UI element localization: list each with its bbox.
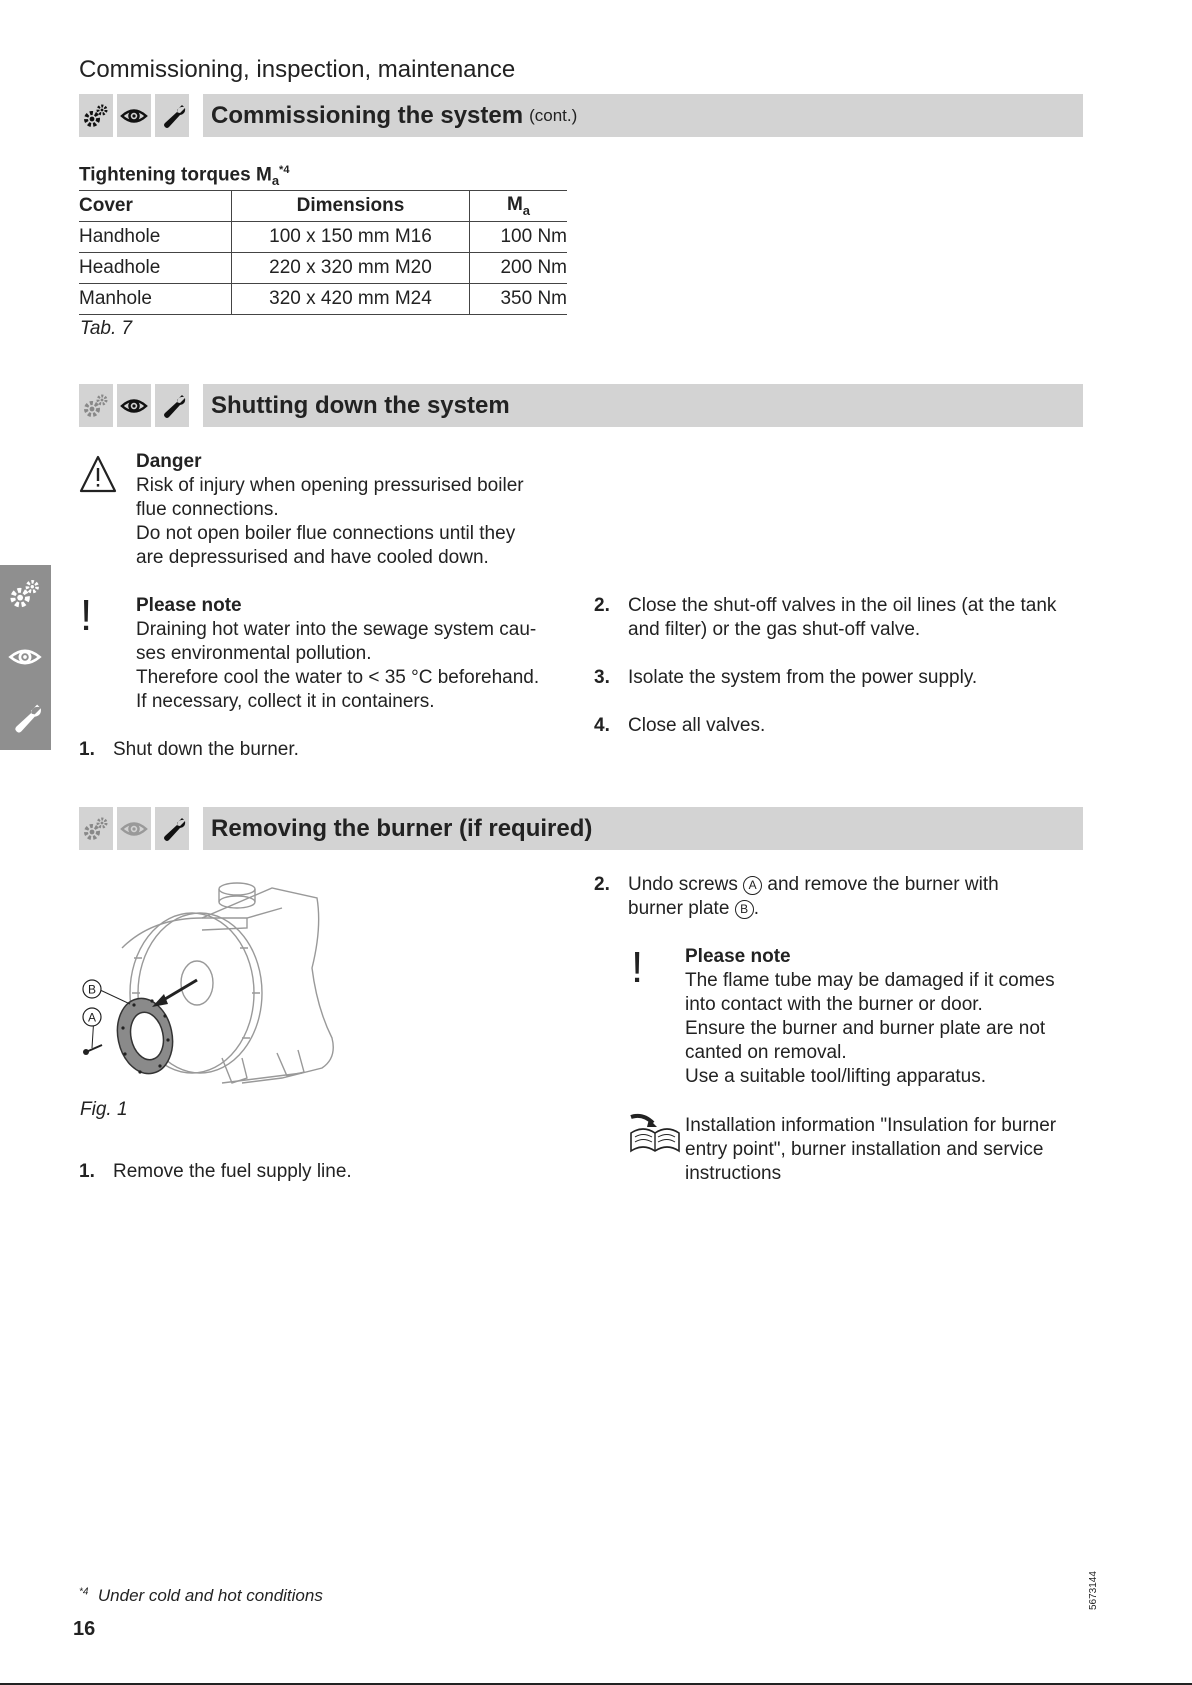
table-cell: 220 x 320 mm M20: [232, 253, 470, 284]
note-line: Therefore cool the water to < 35 °C beforehand.: [136, 667, 540, 688]
section-title: Shutting down the system: [211, 391, 510, 419]
section-title: Commissioning the system: [211, 101, 524, 129]
gear-icon: [79, 807, 113, 850]
eye-icon: [117, 384, 151, 427]
table-cell: Manhole: [79, 284, 232, 315]
column-header: Cover: [79, 191, 232, 222]
column-header: $M_a$: [470, 191, 568, 222]
note-line: The flame tube may be damaged if it comes: [685, 970, 1055, 991]
eye-icon: [8, 640, 42, 674]
gear-icon: [79, 384, 113, 427]
step-item: 2. Undo screws A and remove the burner with burner plate B .: [594, 874, 999, 919]
figure-caption: Fig. 1: [80, 1099, 128, 1120]
table-cell: 200 Nm: [470, 253, 568, 284]
note-line: Draining hot water into the sewage system cau-: [136, 619, 537, 640]
reference-text: [685, 1114, 1085, 1186]
callout-b: B: [735, 900, 754, 919]
step-item: 2. Close the shut-off valves in the oil lines (at the tank and filter) or the gas shut-off valve.: [594, 595, 1057, 640]
table-cell: 100 x 150 mm M16: [232, 222, 470, 253]
note-title: Please note: [136, 595, 242, 616]
table-header-row: [79, 191, 567, 222]
table-title: Tightening torques $M_a^{*4}$: [79, 164, 290, 189]
section-title: Removing the burner (if required): [211, 814, 593, 842]
wrench-icon: [155, 807, 189, 850]
table-row: [79, 253, 567, 284]
table-cell: Headhole: [79, 253, 232, 284]
step-item: 3. Isolate the system from the power supply.: [594, 667, 978, 688]
section-title-suffix: (cont.): [529, 105, 578, 125]
torque-table: [79, 190, 567, 315]
wrench-icon: [8, 701, 42, 735]
eye-icon: [117, 807, 151, 850]
note-line: ses environmental pollution.: [136, 643, 372, 664]
warning-triangle-icon: [79, 454, 117, 499]
reference-line: instructions: [685, 1163, 782, 1184]
book-reference-icon: [627, 1111, 683, 1155]
note-line: Use a suitable tool/lifting apparatus.: [685, 1066, 987, 1087]
section-header-commissioning: [79, 94, 1083, 137]
note-line: Ensure the burner and burner plate are not: [685, 1018, 1046, 1039]
note-title: Please note: [685, 946, 791, 967]
section-header-shutdown: [79, 384, 1083, 427]
table-cell: 320 x 420 mm M24: [232, 284, 470, 315]
step-item: 1. Remove the fuel supply line.: [79, 1161, 352, 1182]
boiler-burner-illustration: [72, 868, 352, 1104]
callout-a: A: [743, 876, 762, 895]
danger-notice: [136, 450, 596, 570]
reference-line: entry point", burner installation and service: [685, 1139, 1044, 1160]
note-notice: [136, 594, 606, 714]
page-number: 16: [73, 1618, 96, 1640]
footnote: $^{*4}$ Under cold and hot conditions: [79, 1586, 323, 1605]
wrench-icon: [155, 384, 189, 427]
step-item: 4. Close all valves.: [594, 715, 766, 736]
table-row: [79, 222, 567, 253]
side-tab: [0, 565, 51, 750]
exclamation-icon: !: [80, 591, 93, 640]
danger-line: are depressurised and have cooled down.: [136, 547, 489, 568]
table-cell: 350 Nm: [470, 284, 568, 315]
table-cell: Handhole: [79, 222, 232, 253]
danger-line: Risk of injury when opening pressurised boiler: [136, 475, 524, 496]
note-line: If necessary, collect it in containers.: [136, 691, 435, 712]
gear-icon: [79, 94, 113, 137]
danger-line: flue connections.: [136, 499, 279, 520]
wrench-icon: [155, 94, 189, 137]
section-header-removing-burner: [79, 807, 1083, 850]
eye-icon: [117, 94, 151, 137]
reference-line: Installation information "Insulation for burner: [685, 1115, 1057, 1136]
note-line: into contact with the burner or door.: [685, 994, 983, 1015]
note-notice: [685, 945, 1085, 1089]
column-header: Dimensions: [232, 191, 470, 222]
callout-b: B: [87, 982, 97, 997]
danger-line: Do not open boiler flue connections until they: [136, 523, 516, 544]
table-cell: 100 Nm: [470, 222, 568, 253]
table-caption: Tab. 7: [80, 318, 133, 339]
exclamation-icon: !: [631, 943, 644, 992]
danger-title: Danger: [136, 451, 202, 472]
step-item: 1. Shut down the burner.: [79, 739, 299, 760]
gear-icon: [8, 577, 42, 611]
table-row: [79, 284, 567, 315]
note-line: canted on removal.: [685, 1042, 847, 1063]
callout-a: A: [87, 1010, 97, 1025]
chapter-title: Commissioning, inspection, maintenance: [79, 56, 516, 83]
document-number: 5673144: [1088, 1571, 1099, 1610]
